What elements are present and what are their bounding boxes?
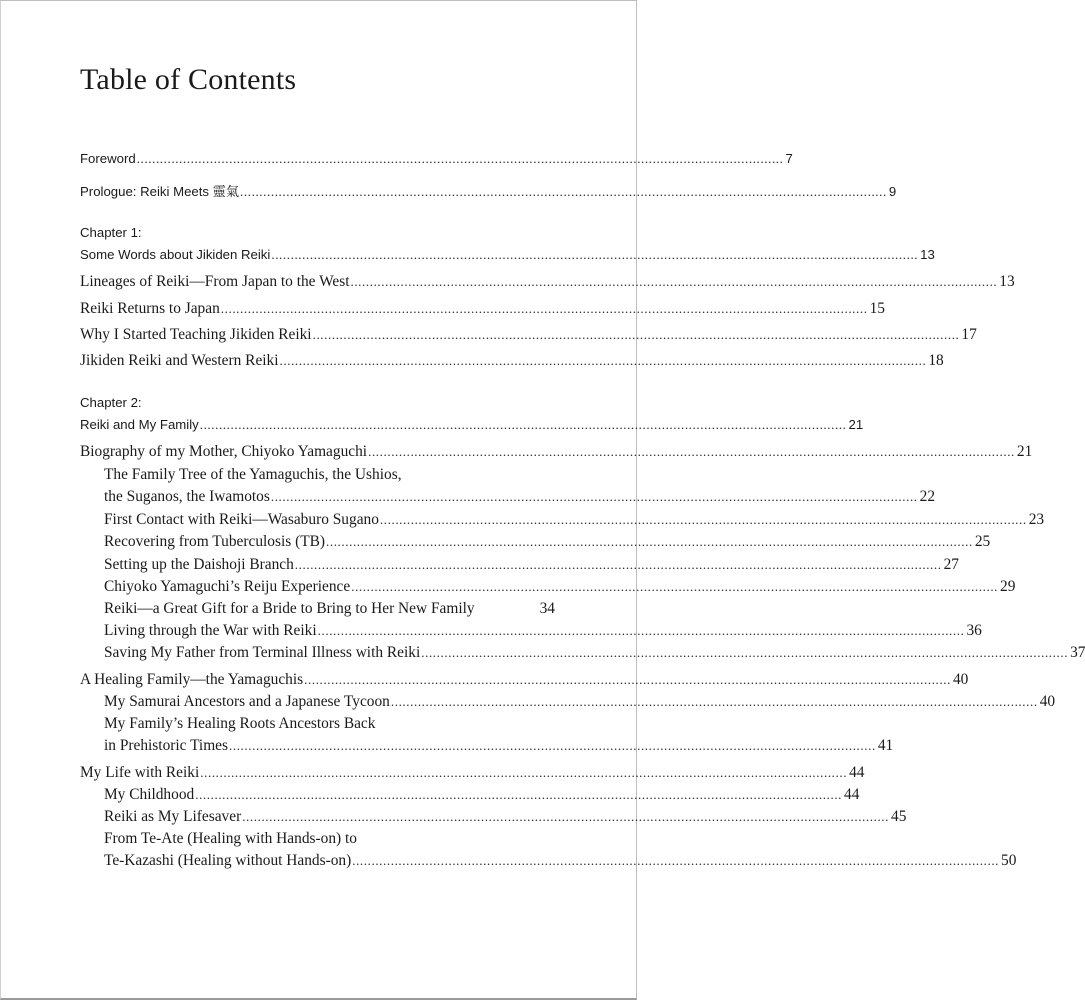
toc-entry-page: 27 — [943, 556, 959, 573]
toc-entry-page: 45 — [891, 808, 907, 825]
dot-leader: ........................................................................................................................................................................ — [304, 672, 951, 687]
dot-leader: ........................................................................................................................................................................ — [317, 623, 965, 638]
toc-entry-page: 41 — [877, 737, 894, 754]
dot-leader: ........................................................................................................................................................................ — [199, 417, 847, 432]
toc-entry-label: Why I Started Teaching Jikiden Reiki — [80, 326, 312, 343]
toc-entry-page: 22 — [919, 488, 936, 505]
chapter-2-heading: Chapter 2: — [80, 395, 142, 410]
dot-leader: ........................................................................................................................................................................ — [390, 694, 1038, 709]
toc-entry[interactable] — [80, 272, 1015, 292]
toc-entry-page: 9 — [888, 184, 897, 199]
toc-entry-first-line: My Family’s Healing Roots Ancestors Back — [104, 715, 376, 732]
toc-entry-label: Living through the War with Reiki — [104, 622, 317, 639]
toc-entry[interactable] — [80, 763, 865, 783]
dot-leader: ........................................................................................................................................................................ — [240, 184, 887, 199]
toc-entry-label: in Prehistoric Times — [104, 737, 228, 754]
toc-entry-label: Reiki and My Family — [80, 417, 199, 432]
dot-leader: ........................................................................................................................................................................ — [136, 151, 784, 166]
dot-leader: ........................................................................................................................................................................ — [271, 247, 919, 262]
toc-entry-label: Jikiden Reiki and Western Reiki — [80, 352, 279, 369]
toc-entry-label: Biography of my Mother, Chiyoko Yamaguchi — [80, 443, 368, 460]
toc-entry-label: First Contact with Reiki—Wasaburo Sugano — [104, 511, 379, 528]
toc-entry-page: 44 — [844, 786, 860, 803]
dot-leader: ........................................................................................................................................................................ — [220, 301, 868, 316]
toc-entry-label: My Life with Reiki — [80, 764, 200, 781]
toc-entry-page: 25 — [974, 533, 991, 550]
toc-entry-page: 18 — [928, 352, 944, 369]
toc-entry-page: 36 — [966, 622, 982, 639]
toc-entry-label: Te-Kazashi (Healing without Hands-on) — [104, 852, 352, 869]
toc-subentry[interactable] — [104, 532, 991, 552]
toc-entry[interactable] — [80, 325, 977, 345]
toc-subentry[interactable] — [104, 555, 959, 575]
toc-subentry[interactable] — [104, 851, 1017, 871]
dot-leader: ........................................................................................................................................................................ — [242, 809, 890, 824]
page-title: Table of Contents — [80, 63, 297, 96]
toc-entry[interactable] — [80, 351, 944, 371]
toc-subentry[interactable] — [104, 692, 1056, 712]
toc-entry-label: Reiki as My Lifesaver — [104, 808, 242, 825]
toc-entry-chapter-1[interactable] — [80, 245, 935, 265]
toc-subentry[interactable] — [104, 621, 982, 641]
toc-entry-label: the Suganos, the Iwamotos — [104, 488, 270, 505]
toc-entry[interactable] — [80, 442, 1033, 462]
toc-entry-page: 40 — [952, 671, 969, 688]
toc-entry-label: Prologue: Reiki Meets 靈氣 — [80, 184, 240, 199]
toc-entry-first-line: From Te-Ate (Healing with Hands-on) to — [104, 830, 357, 847]
dot-leader: ........................................................................................................................................................................ — [229, 738, 876, 753]
dot-leader: ........................................................................................................................................................................ — [326, 534, 973, 549]
dot-leader: ........................................................................................................................................................................ — [350, 274, 998, 289]
toc-entry-label: My Samurai Ancestors and a Japanese Tycoon — [104, 693, 390, 710]
toc-entry-page: 23 — [1028, 511, 1045, 528]
toc-entry-page: 34 — [539, 600, 555, 617]
toc-subentry[interactable] — [104, 599, 555, 619]
toc-entry-page: 44 — [849, 764, 865, 781]
toc-subentry[interactable] — [104, 736, 894, 756]
toc-subentry[interactable] — [104, 643, 1085, 663]
dot-leader: ........................................................................................................................................................................ — [312, 327, 960, 342]
toc-entry-page: 29 — [1000, 578, 1016, 595]
dot-leader: ........................................................................................................................................................................ — [351, 579, 999, 594]
toc-entry-label: Recovering from Tuberculosis (TB) — [104, 533, 325, 550]
toc-entry-page: 13 — [920, 247, 935, 262]
toc-entry-page: 13 — [999, 273, 1015, 290]
toc-entry-page: 17 — [961, 326, 977, 343]
toc-subentry[interactable] — [104, 785, 860, 805]
dot-leader: ........................................................................................................................................................................ — [421, 645, 1069, 660]
toc-entry-page: 21 — [1016, 443, 1033, 460]
toc-entry[interactable] — [80, 299, 885, 319]
toc-entry-label: A Healing Family—the Yamaguchis — [80, 671, 304, 688]
toc-entry-page: 40 — [1039, 693, 1056, 710]
toc-entry-label: Chiyoko Yamaguchi’s Reiju Experience — [104, 578, 351, 595]
dot-leader: ........................................................................................................................................................................ — [200, 765, 848, 780]
toc-entry-label: Saving My Father from Terminal Illness with Reiki — [104, 644, 421, 661]
toc-subentry[interactable] — [104, 510, 1045, 530]
chapter-1-heading: Chapter 1: — [80, 225, 142, 240]
dot-leader: ........................................................................................................................................................................ — [379, 512, 1027, 527]
toc-entry-first-line: The Family Tree of the Yamaguchis, the Ushios, — [104, 466, 402, 483]
dot-leader: ........................................................................................................................................................................ — [195, 787, 843, 802]
toc-entry-chapter-2[interactable] — [80, 415, 864, 435]
toc-entry-label: Some Words about Jikiden Reiki — [80, 247, 271, 262]
toc-entry-page: 50 — [1001, 852, 1017, 869]
toc-subentry[interactable] — [104, 577, 1016, 597]
toc-entry-foreword[interactable] — [80, 149, 793, 169]
toc-entry[interactable] — [80, 670, 969, 690]
toc-entry-page: 37 — [1070, 644, 1085, 661]
toc-entry-label: Lineages of Reiki—From Japan to the West — [80, 273, 350, 290]
toc-entry-page: 15 — [869, 300, 885, 317]
toc-subentry[interactable] — [104, 807, 907, 827]
toc-entry-label: Reiki Returns to Japan — [80, 300, 220, 317]
dot-leader: ........................................................................................................................................................................ — [368, 444, 1015, 459]
toc-entry-label: My Childhood — [104, 786, 195, 803]
toc-entry-page: 7 — [785, 151, 793, 166]
toc-entry-prologue[interactable] — [80, 182, 897, 202]
dot-leader: ........................................................................................................................................................................ — [294, 557, 942, 572]
toc-entry-label: Reiki—a Great Gift for a Bride to Bring to Her New Family — [104, 600, 475, 617]
dot-leader: ........................................................................................................................................................................ — [352, 853, 1000, 868]
dot-leader: ........................................................................................................................................................................ — [279, 353, 927, 368]
dot-leader: ........................................................................................................................................................................ — [270, 489, 918, 504]
toc-entry-label: Foreword — [80, 151, 136, 166]
toc-entry-page: 21 — [848, 417, 864, 432]
toc-entry-label: Setting up the Daishoji Branch — [104, 556, 294, 573]
toc-subentry[interactable] — [104, 487, 936, 507]
